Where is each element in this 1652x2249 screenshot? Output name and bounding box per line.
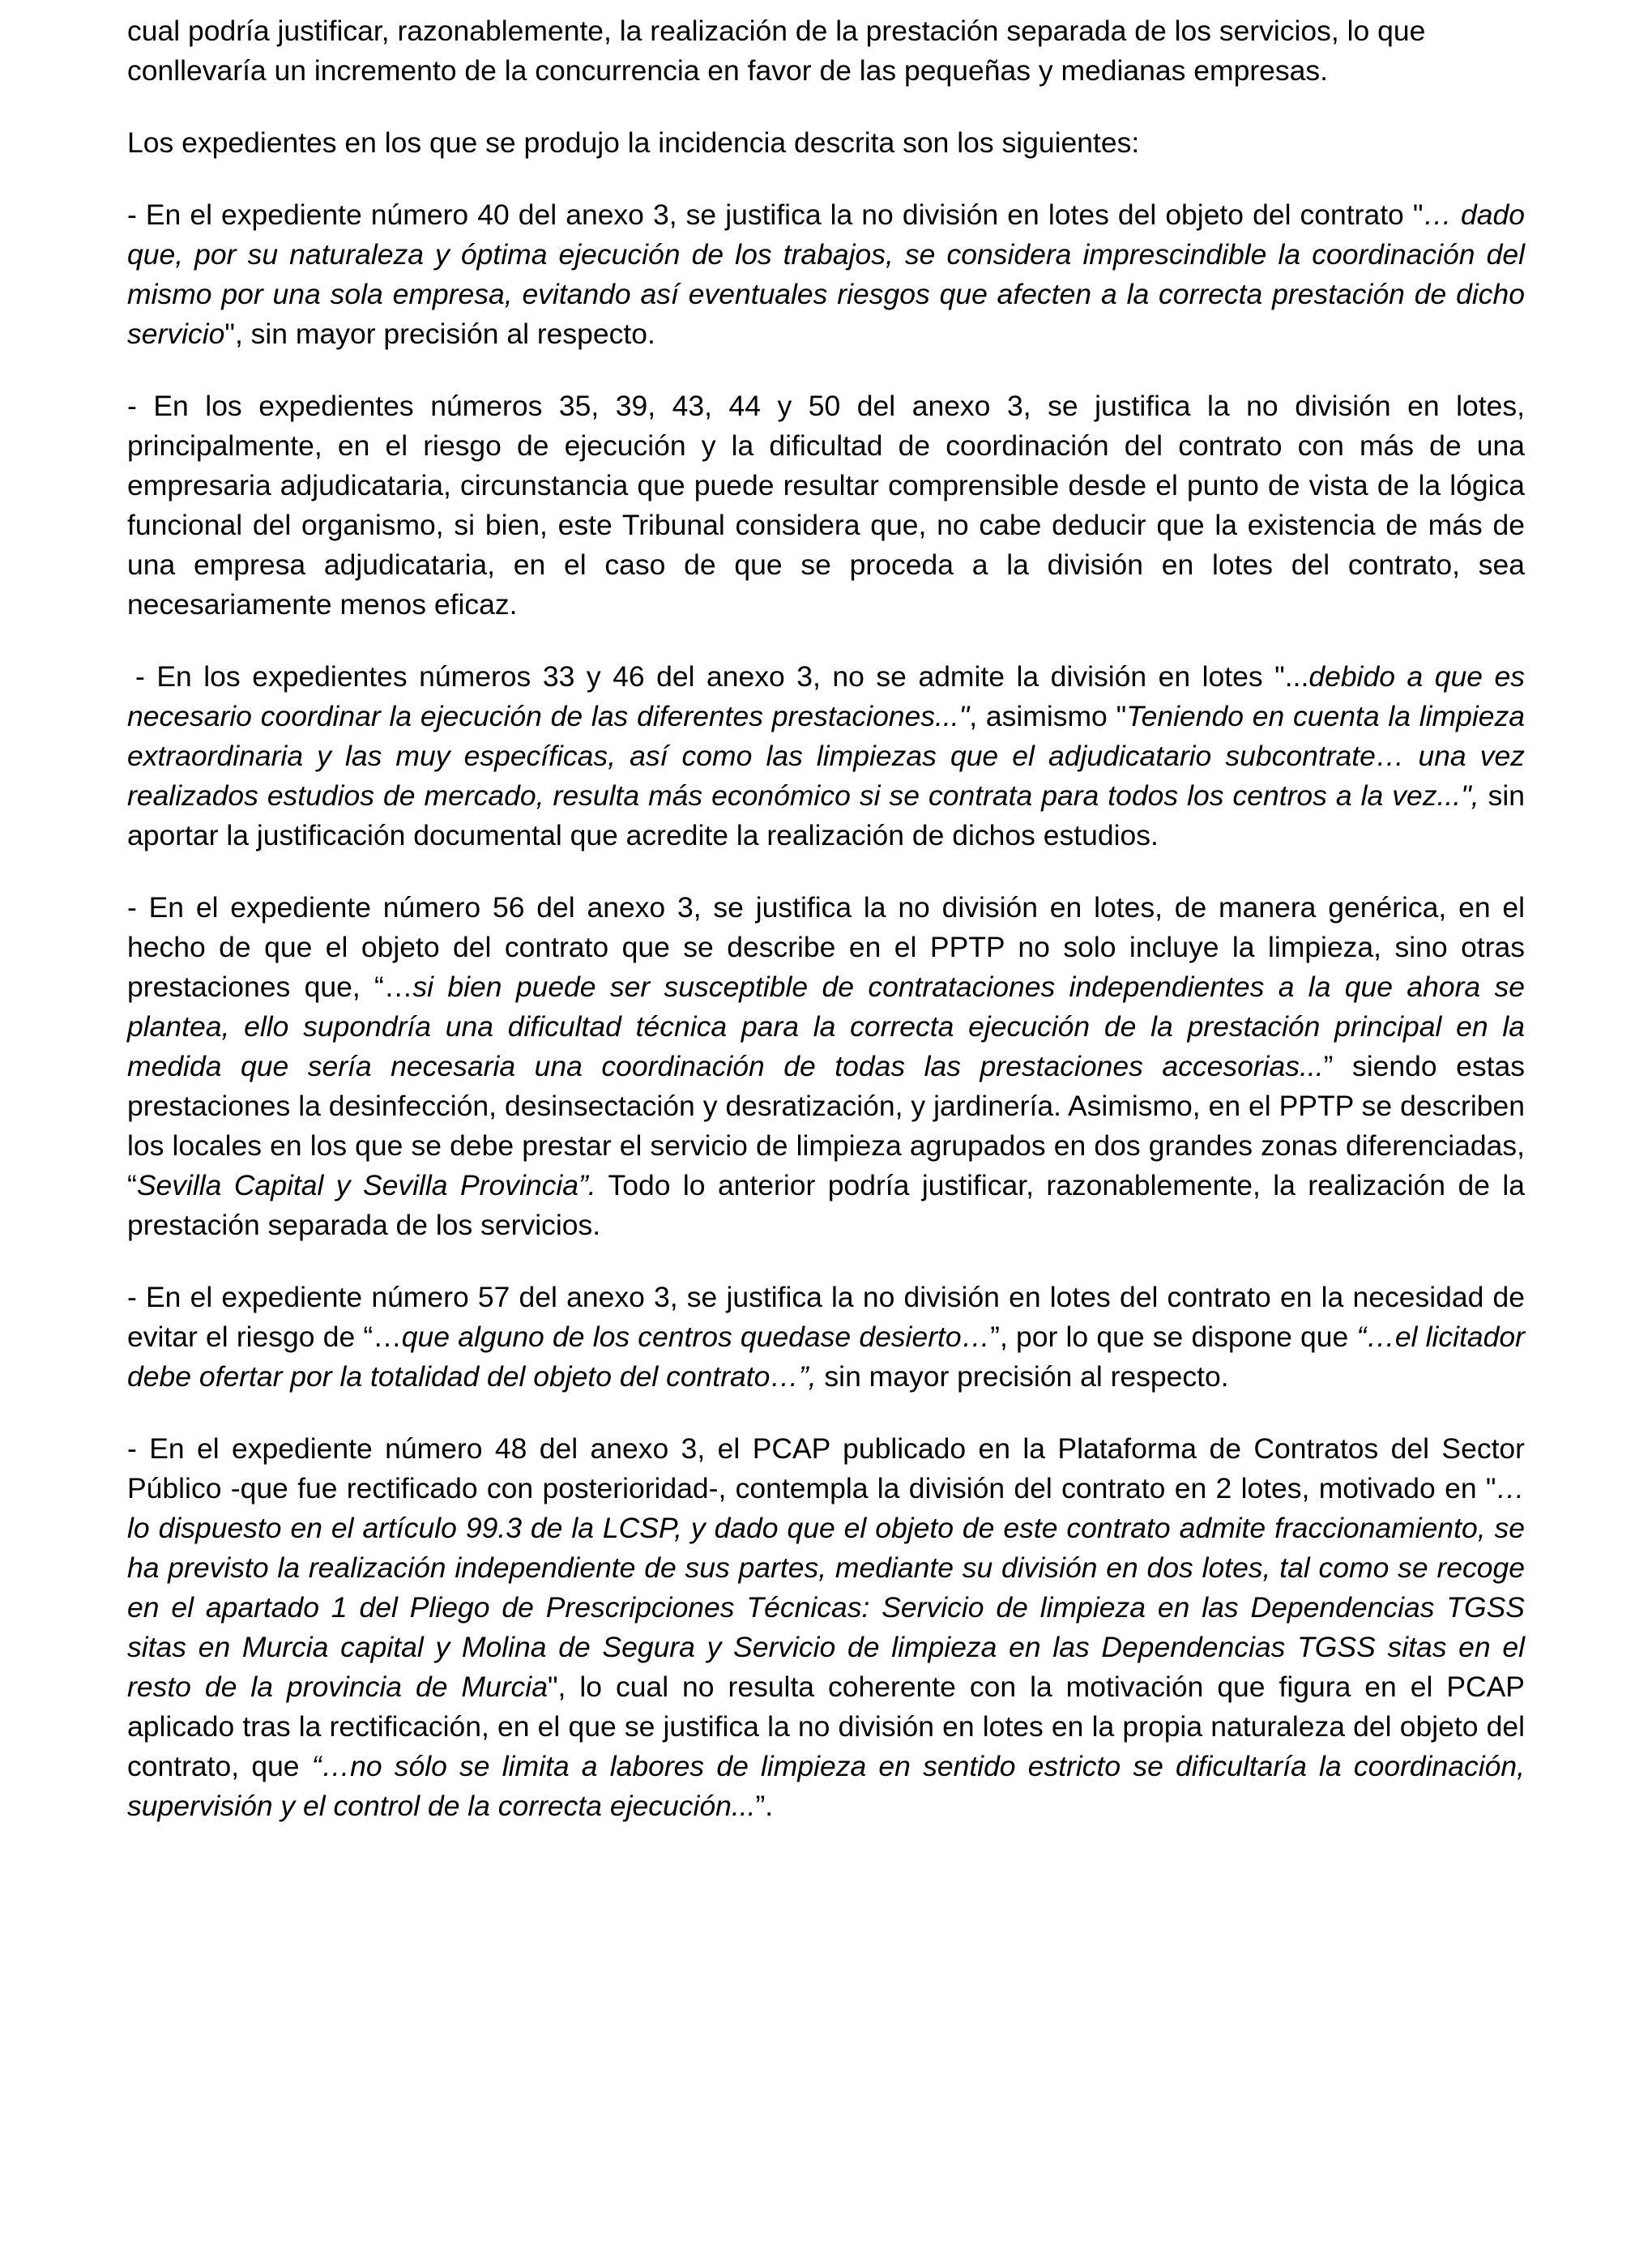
- paragraph-text: ”, por lo que se dispone que: [990, 1321, 1357, 1353]
- paragraph-text: ” siendo estas prestaciones la desinfección, desinsectación y desratización, y jardinería. Asimismo, en el PPTP se describen los locales en los que se debe prestar el servicio de limpieza agrupados en dos grandes zonas diferenciadas, “: [127, 1050, 1525, 1201]
- quoted-text: si bien puede ser susceptible de contrataciones independientes a la que ahora se plantea, ello supondría una dificultad técnica para la correcta ejecución de la prestación principal en la medida que sería necesaria una coordinación de todas las prestaciones accesorias...: [127, 971, 1525, 1082]
- paragraph-expediente-40: [127, 195, 1525, 354]
- quoted-text: debido a que es necesario coordinar la ejecución de las diferentes prestaciones...": [127, 660, 1525, 732]
- paragraph-list-intro: [127, 123, 1525, 163]
- paragraph-text: ”.: [755, 1790, 774, 1822]
- paragraph-text: - En el expediente número 48 del anexo 3, el PCAP publicado en la Plataforma de Contratos del Sector Público -que fue rectificado con posterioridad-, contempla la división del contrato en 2 lotes, motivado en ": [127, 1432, 1525, 1504]
- quoted-text: que alguno de los centros quedase desierto…: [401, 1321, 991, 1353]
- paragraph-expedientes-35-50: [127, 386, 1525, 625]
- paragraph-text: Todo lo anterior podría justificar, razonablemente, la realización de la prestación separada de los servicios.: [127, 1169, 1525, 1241]
- paragraph-text: - En el expediente número 40 del anexo 3, se justifica la no división en lotes del objeto del contrato ": [127, 198, 1424, 231]
- paragraph-text: Los expedientes en los que se produjo la incidencia descrita son los siguientes:: [127, 126, 1140, 159]
- paragraph-text: ", sin mayor precisión al respecto.: [224, 318, 655, 350]
- quoted-text: Sevilla Capital y Sevilla Provincia”.: [136, 1169, 596, 1201]
- paragraph-expediente-56: [127, 888, 1525, 1245]
- quoted-text: Teniendo en cuenta la limpieza extraordinaria y las muy específicas, así como las limpiezas que el adjudicatario subcontrate… una vez realizados estudios de mercado, resulta más económico si se contrata para todos los centros a la vez...",: [127, 700, 1525, 812]
- paragraph-text: cual podría justificar, razonablemente, la realización de la prestación separada de los servicios, lo que conllevaría un incremento de la concurrencia en favor de las pequeñas y medianas empresas.: [127, 15, 1426, 87]
- quoted-text: … lo dispuesto en el artículo 99.3 de la LCSP, y dado que el objeto de este contrato admite fraccionamiento, se ha previsto la realización independiente de sus partes, mediante su división en dos lotes, tal como se recoge en el apartado 1 del Pliego de Prescripciones Técnicas: Servicio de limpieza en las Dependencias TGSS sitas en Murcia capital y Molina de Segura y Servicio de limpieza en las Dependencias TGSS sitas en el resto de la provincia de Murcia: [127, 1472, 1525, 1703]
- quoted-text: … dado que, por su naturaleza y óptima ejecución de los trabajos, se considera imprescindible la coordinación del mismo por una sola empresa, evitando así eventuales riesgos que afecten a la correcta prestación de dicho servicio: [127, 198, 1525, 350]
- paragraph-expediente-57: [127, 1278, 1525, 1397]
- paragraph-intro-continuation: [127, 11, 1525, 91]
- paragraph-text: ", lo cual no resulta coherente con la motivación que figura en el PCAP aplicado tras la rectificación, en el que se justifica la no división en lotes en la propia naturaleza del objeto del contrato, que: [127, 1671, 1525, 1782]
- paragraph-expediente-48: [127, 1429, 1525, 1826]
- paragraph-text: - En el expediente número 57 del anexo 3, se justifica la no división en lotes del contrato en la necesidad de evitar el riesgo de “…: [127, 1281, 1525, 1353]
- paragraph-text: - En los expedientes números 33 y 46 del anexo 3, no se admite la división en lotes "...: [135, 660, 1309, 693]
- quoted-text: “…no sólo se limita a labores de limpieza en sentido estricto se dificultaría la coordinación, supervisión y el control de la correcta ejecución...: [127, 1750, 1526, 1822]
- paragraph-text: sin mayor precisión al respecto.: [816, 1360, 1229, 1393]
- paragraph-text: , asimismo ": [969, 700, 1127, 732]
- paragraph-expedientes-33-46: [127, 657, 1525, 856]
- paragraph-text: sin aportar la justificación documental que acredite la realización de dichos estudios.: [127, 779, 1525, 851]
- paragraph-text: - En el expediente número 56 del anexo 3, se justifica la no división en lotes, de manera genérica, en el hecho de que el objeto del contrato que se describe en el PPTP no solo incluye la limpieza, sino otras prestaciones que, “…: [127, 891, 1525, 1003]
- quoted-text: “…el licitador debe ofertar por la totalidad del objeto del contrato…”,: [127, 1321, 1525, 1393]
- paragraph-text: - En los expedientes números 35, 39, 43, 44 y 50 del anexo 3, se justifica la no división en lotes, principalmente, en el riesgo de ejecución y la dificultad de coordinación del contrato con más de una empresaria adjudicataria, circunstancia que puede resultar comprensible desde el punto de vista de la lógica funcional del organismo, si bien, este Tribunal considera que, no cabe deducir que la existencia de más de una empresa adjudicataria, en el caso de que se proceda a la división en lotes del contrato, sea necesariamente menos eficaz.: [127, 390, 1525, 621]
